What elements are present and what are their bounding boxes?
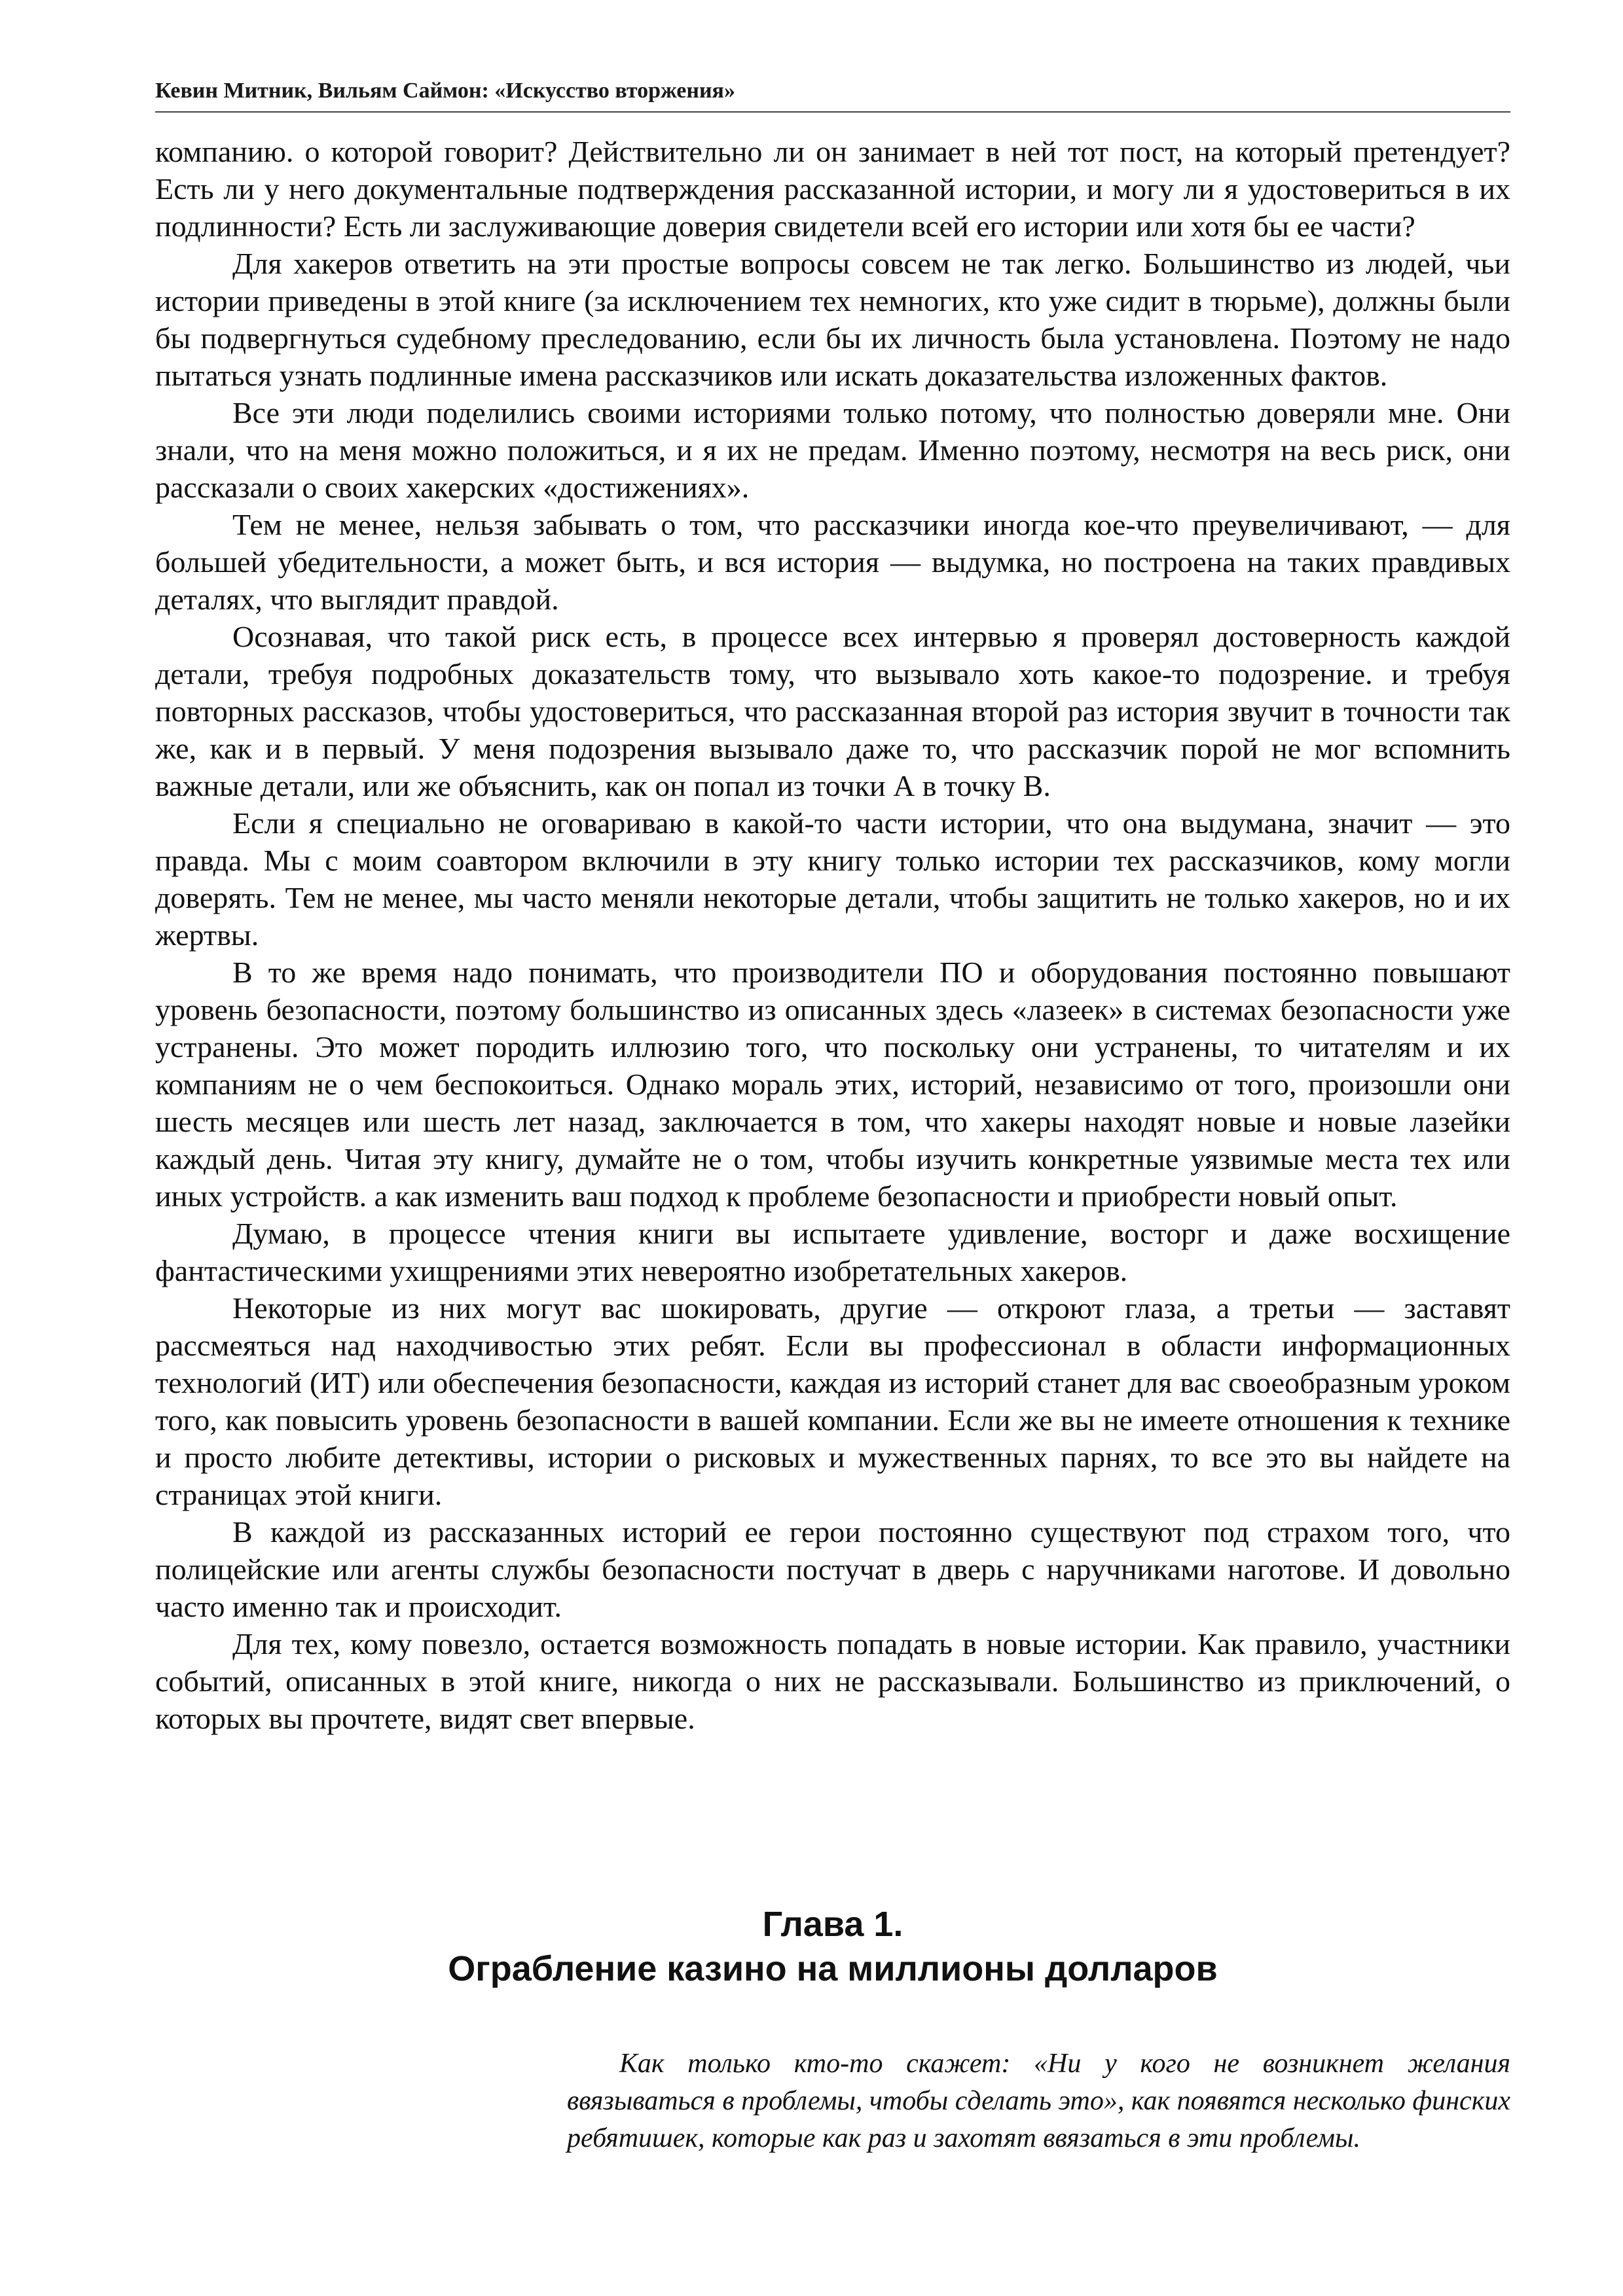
paragraph: В каждой из рассказанных историй ее герои постоянно существуют под страхом того, что полицейские или агенты службы безопасности постучат в дверь с наручниками наготове. И довольно часто именно так и происходит.	[155, 1515, 1510, 1623]
paragraph: Для хакеров ответить на эти простые вопросы совсем не так легко. Большинство из людей, чьи истории приведены в этой книге (за исключением тех немногих, кто уже сидит в тюрьме), должны были бы подвергнуться судебному преследованию, если бы их личность была установлена. Поэтому не надо пытаться узнать подлинные имена рассказчиков или искать доказательства изложенных фактов.	[155, 247, 1510, 392]
epigraph: Как только кто-то скажет: «Ни у кого не возникнет желания ввязываться в проблемы, чтобы сделать это», как появятся несколько финских ребятишек, которые как раз и захотят ввязаться в эти проблемы.	[567, 2049, 1510, 2153]
chapter-heading	[155, 1902, 1510, 1991]
paragraph: компанию. о которой говорит? Действительно ли он занимает в ней тот пост, на который претендует? Есть ли у него документальные подтверждения рассказанной истории, и могу ли я удостовериться в их подлинности? Есть ли заслуживающие доверия свидетели всей его истории или хотя бы ее части?	[155, 135, 1510, 243]
paragraph: Некоторые из них могут вас шокировать, другие — откроют глаза, а третьи — заставят рассмеяться над находчивостью этих ребят. Если вы профессионал в области информационных технологий (ИТ) или обеспечения безопасности, каждая из историй станет для вас своеобразным уроком того, как повысить уровень безопасности в вашей компании. Если же вы не имеете отношения к технике и просто любите детективы, истории о рисковых и мужественных парнях, то все это вы найдете на страницах этой книги.	[155, 1291, 1510, 1511]
paragraph: Для тех, кому повезло, остается возможность попадать в новые истории. Как правило, участники событий, описанных в этой книге, никогда о них не рассказывали. Большинство из приключений, о которых вы прочтете, видят свет впервые.	[155, 1627, 1510, 1735]
paragraph: Если я специально не оговариваю в какой-то части истории, что она выдумана, значит — это правда. Мы с моим соавтором включили в эту книгу только истории тех рассказчиков, кому могли доверять. Тем не менее, мы часто меняли некоторые детали, чтобы защитить не только хакеров, но и их жертвы.	[155, 806, 1510, 952]
body-text	[155, 133, 1510, 1737]
running-header: Кевин Митник, Вильям Саймон: «Искусство вторжения»	[155, 77, 1510, 113]
paragraph: В то же время надо понимать, что производители ПО и оборудования постоянно повышают уровень безопасности, поэтому большинство из описанных здесь «лазеек» в системах безопасности уже устранены. Это может породить иллюзию того, что поскольку они устранены, то читателям и их компаниям не о чем беспокоиться. Однако мораль этих, историй, независимо от того, произошли они шесть месяцев или шесть лет назад, заключается в том, что хакеры находят новые и новые лазейки каждый день. Читая эту книгу, думайте не о том, чтобы изучить конкретные уязвимые места тех или иных устройств. а как изменить ваш подход к проблеме безопасности и приобрести новый опыт.	[155, 956, 1510, 1213]
chapter-number: Глава 1.	[762, 1905, 903, 1944]
chapter-title: Ограбление казино на миллионы долларов	[448, 1949, 1218, 1988]
paragraph: Все эти люди поделились своими историями только потому, что полностью доверяли мне. Они знали, что на меня можно положиться, и я их не предам. Именно поэтому, несмотря на весь риск, они рассказали о своих хакерских «достижениях».	[155, 396, 1510, 504]
paragraph: Думаю, в процессе чтения книги вы испытаете удивление, восторг и даже восхищение фантастическими ухищрениями этих невероятно изобретательных хакеров.	[155, 1217, 1510, 1287]
paragraph: Осознавая, что такой риск есть, в процессе всех интервью я проверял достоверность каждой детали, требуя подробных доказательств тому, что вызывало хоть какое-то подозрение. и требуя повторных рассказов, чтобы удостовериться, что рассказанная второй раз история звучит в точности так же, как и в первый. У меня подозрения вызывало даже то, что рассказчик порой не мог вспомнить важные детали, или же объяснить, как он попал из точки А в точку В.	[155, 620, 1510, 802]
paragraph: Тем не менее, нельзя забывать о том, что рассказчики иногда кое-что преувеличивают, — для большей убедительности, а может быть, и вся история — выдумка, но построена на таких правдивых деталях, что выглядит правдой.	[155, 508, 1510, 616]
